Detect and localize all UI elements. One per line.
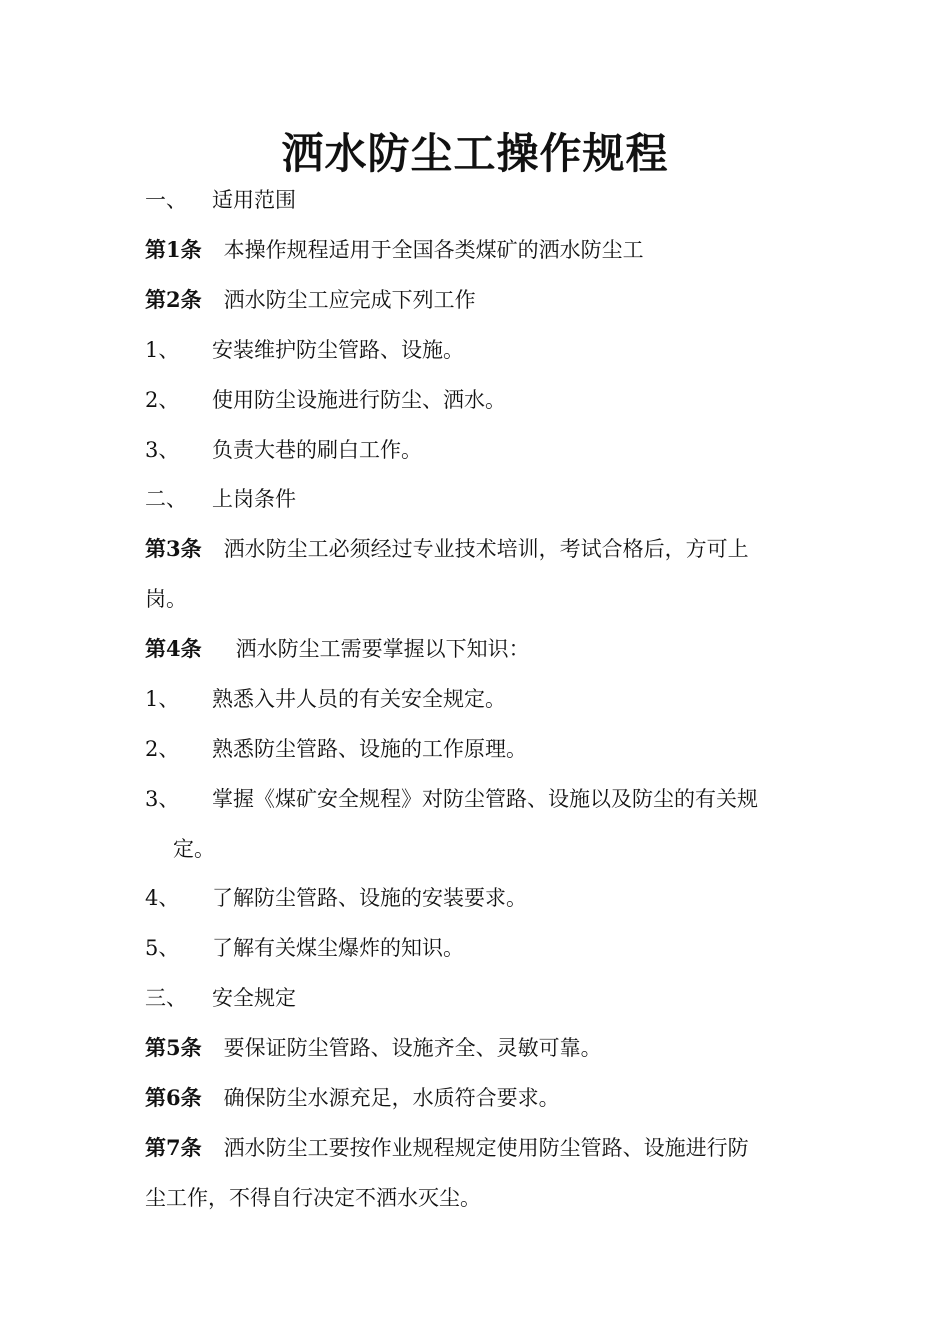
- list-item-text: 使用防尘设施进行防尘、洒水。: [212, 388, 506, 412]
- article-label: 第2条: [145, 287, 202, 312]
- list-item-number: 1、: [145, 687, 180, 711]
- article-2: [145, 285, 815, 315]
- section-heading-3: [145, 983, 815, 1013]
- list-item-number: 4、: [145, 886, 180, 910]
- list-item-number: 3、: [145, 787, 180, 811]
- list-item-text: 熟悉防尘管路、设施的工作原理。: [212, 737, 527, 761]
- article-label: 第4条: [145, 636, 202, 661]
- list-item-number: 3、: [145, 438, 180, 462]
- article-3: [145, 534, 815, 564]
- list-item-number: 5、: [145, 936, 180, 960]
- article-text: 确保防尘水源充足，水质符合要求。: [223, 1086, 560, 1110]
- list-item-text: 掌握《煤矿安全规程》对防尘管路、设施以及防尘的有关规: [212, 787, 758, 811]
- list-item: [145, 933, 815, 963]
- article-text: 洒水防尘工需要掌握以下知识：: [235, 637, 530, 661]
- list-item-continuation: 定。: [173, 837, 215, 861]
- list-item: [145, 883, 815, 913]
- article-label: 第1条: [145, 237, 202, 262]
- article-text: 洒水防尘工必须经过专业技术培训，考试合格后，方可上: [223, 537, 749, 561]
- section-title: 安全规定: [212, 986, 296, 1010]
- list-item: [145, 784, 815, 814]
- section-title: 适用范围: [212, 188, 296, 212]
- section-title: 上岗条件: [212, 487, 296, 511]
- section-heading-2: [145, 484, 815, 514]
- article-1: [145, 235, 815, 265]
- article-label: 第5条: [145, 1035, 202, 1060]
- list-item-text: 了解有关煤尘爆炸的知识。: [212, 936, 464, 960]
- article-4: [145, 634, 815, 664]
- list-item-text: 负责大巷的刷白工作。: [212, 438, 422, 462]
- list-item: [145, 335, 815, 365]
- article-6: [145, 1083, 815, 1113]
- section-number: 一、: [145, 188, 187, 212]
- article-text: 洒水防尘工应完成下列工作: [223, 288, 476, 312]
- list-item-number: 1、: [145, 338, 180, 362]
- article-7: [145, 1133, 815, 1163]
- article-5: [145, 1033, 815, 1063]
- section-heading-1: [145, 185, 815, 215]
- list-item-text: 安装维护防尘管路、设施。: [212, 338, 464, 362]
- list-item: [145, 435, 815, 465]
- article-text: 本操作规程适用于全国各类煤矿的洒水防尘工: [223, 238, 644, 262]
- list-item-text: 了解防尘管路、设施的安装要求。: [212, 886, 527, 910]
- article-text: 要保证防尘管路、设施齐全、灵敏可靠。: [223, 1036, 602, 1060]
- section-number: 三、: [145, 986, 187, 1010]
- list-item-number: 2、: [145, 388, 180, 412]
- article-text: 洒水防尘工要按作业规程规定使用防尘管路、设施进行防: [223, 1136, 749, 1160]
- article-label: 第6条: [145, 1085, 202, 1110]
- article-label: 第7条: [145, 1135, 202, 1160]
- article-7-continuation: 尘工作，不得自行决定不洒水灭尘。: [145, 1186, 481, 1210]
- list-item-number: 2、: [145, 737, 180, 761]
- section-number: 二、: [145, 487, 187, 511]
- article-3-continuation: 岗。: [145, 587, 187, 611]
- article-label: 第3条: [145, 536, 202, 561]
- document-title: 洒水防尘工操作规程: [281, 129, 669, 178]
- list-item: [145, 684, 815, 714]
- list-item: [145, 385, 815, 415]
- list-item: [145, 734, 815, 764]
- list-item-text: 熟悉入井人员的有关安全规定。: [212, 687, 506, 711]
